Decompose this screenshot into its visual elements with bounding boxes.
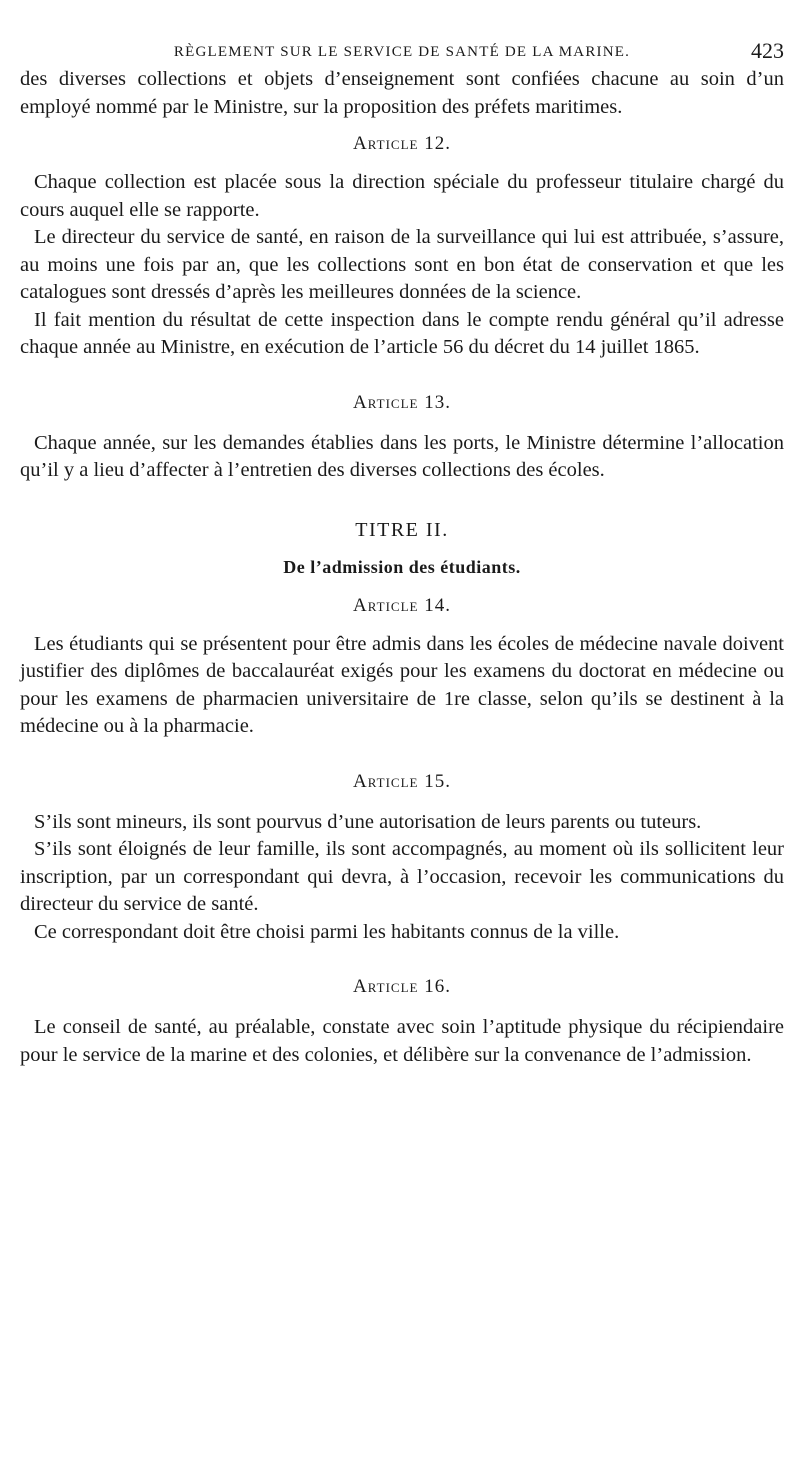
titre-heading: TITRE II. (355, 518, 449, 541)
article-16-heading: Article 16. (353, 976, 451, 997)
article-14-paragraph-1: Les étudiants qui se présentent pour être admis dans les écoles de médecine navale doivent justifier des diplômes de baccalauréat exigés pour les examens du doctorat en médecine ou pour les examens de pharmacien universitaire de 1re classe, selon qu’ils se destinent à la médecine ou à la pharmacie. (20, 632, 784, 737)
article-16-paragraph-1: Le conseil de santé, au préalable, constate avec soin l’aptitude physique du récipiendaire pour le service de la marine et des colonies, et délibère sur la convenance de l’admission. (20, 1016, 784, 1066)
page-number: 423 (751, 38, 784, 63)
paragraph-continued: des diverses collections et objets d’enseignement sont confiées chacune au soin d’un employé nommé par le Ministre, sur la proposition des préfets maritimes. (20, 68, 784, 118)
article-12-heading: Article 12. (353, 133, 451, 154)
article-12-paragraph-3: Il fait mention du résultat de cette inspection dans le compte rendu général qu’il adresse chaque année au Ministre, en exécution de l’article 56 du décret du 14 juillet 1865. (20, 308, 784, 358)
article-15-paragraph-2: S’ils sont éloignés de leur famille, ils sont accompagnés, au moment où ils sollicitent leur inscription, par un correspondant qui devra, à l’occasion, recevoir les communications du directeur du service de santé. (20, 838, 784, 915)
article-12-paragraph-1: Chaque collection est placée sous la direction spéciale du professeur titulaire chargé du cours auquel elle se rapporte. (20, 171, 784, 221)
document-page (20, 36, 784, 1069)
article-15-paragraph-3: Ce correspondant doit être choisi parmi les habitants connus de la ville. (34, 920, 620, 943)
article-15-heading: Article 15. (353, 770, 451, 792)
running-head-title: RÈGLEMENT SUR LE SERVICE DE SANTÉ DE LA MARINE. (173, 44, 631, 60)
article-12-paragraph-2: Le directeur du service de santé, en raison de la surveillance qui lui est attribuée, s’assure, au moins une fois par an, que les collections sont en bon état de conservation et que les catalogues sont dressés d’après les meilleures données de la science. (20, 226, 784, 303)
article-14-heading: Article 14. (353, 594, 451, 616)
article-13-paragraph-1: Chaque année, sur les demandes établies dans les ports, le Ministre détermine l’allocation qu’il y a lieu d’affecter à l’entretien des diverses collections des écoles. (20, 431, 784, 481)
article-15-paragraph-1: S’ils sont mineurs, ils sont pourvus d’une autorisation de leurs parents ou tuteurs. (34, 810, 702, 833)
running-head (20, 36, 784, 66)
article-13-heading: Article 13. (353, 391, 451, 413)
section-title: De l’admission des étudiants. (283, 556, 521, 577)
